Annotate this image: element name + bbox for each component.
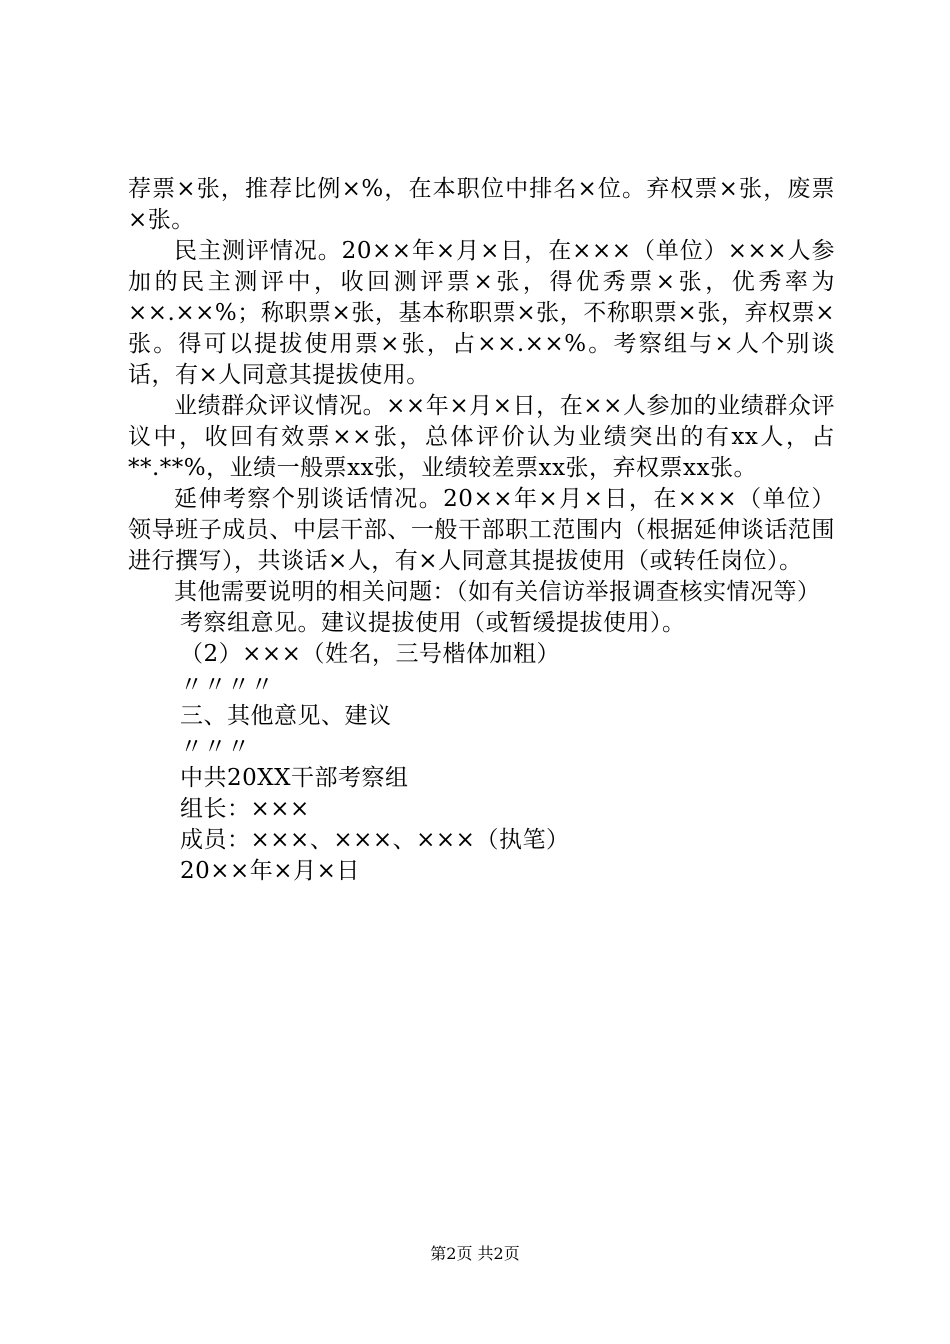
paragraph-extended-interviews: 延伸考察个别谈话情况。20××年×月×日，在×××（单位）领导班子成员、中层干部、一般干部职工范围内（根据延伸谈话范围进行撰写），共谈话×人，有×人同意其提拔使用（或转任岗位）。 — [128, 486, 835, 574]
line-team-members: 成员：×××、×××、×××（执笔） — [180, 827, 570, 853]
paragraph-performance-review: 业绩群众评议情况。××年×月×日，在××人参加的业绩群众评议中，收回有效票××张，总体评价认为业绩突出的有xx人，占**.**%，业绩一般票xx张，业绩较差票xx张，弃权票xx张。 — [128, 393, 835, 481]
line-issuing-body: 中共20XX干部考察组 — [180, 765, 409, 791]
document-body — [128, 174, 835, 887]
paragraph-other-issues: 其他需要说明的相关问题：（如有关信访举报调查核实情况等） — [174, 579, 821, 605]
line-date: 20××年×月×日 — [180, 858, 360, 884]
line-section-three-heading: 三、其他意见、建议 — [180, 703, 392, 729]
paragraph-recommendation-votes: 荐票×张，推荐比例×%，在本职位中排名×位。弃权票×张，废票×张。 — [128, 176, 835, 233]
line-team-leader: 组长：××× — [180, 796, 310, 822]
line-candidate-2: （2）×××（姓名，三号楷体加粗） — [180, 641, 560, 667]
paragraph-democratic-evaluation: 民主测评情况。20××年×月×日，在×××（单位）×××人参加的民主测评中，收回测评票×张，得优秀票×张，优秀率为××.××%；称职票×张，基本称职票×张，不称职票×张，弃权票×张。得可以提拔使用票×张，占××.××%。考察组与×人个别谈话，有×人同意其提拔使用。 — [128, 238, 835, 388]
page-number-footer: 第2页 共2页 — [430, 1244, 520, 1263]
line-ditto-2: 〃〃〃 — [180, 734, 251, 760]
line-ditto-1: 〃〃〃〃 — [180, 672, 274, 698]
line-team-opinion: 考察组意见。建议提拔使用（或暂缓提拔使用）。 — [180, 610, 686, 636]
